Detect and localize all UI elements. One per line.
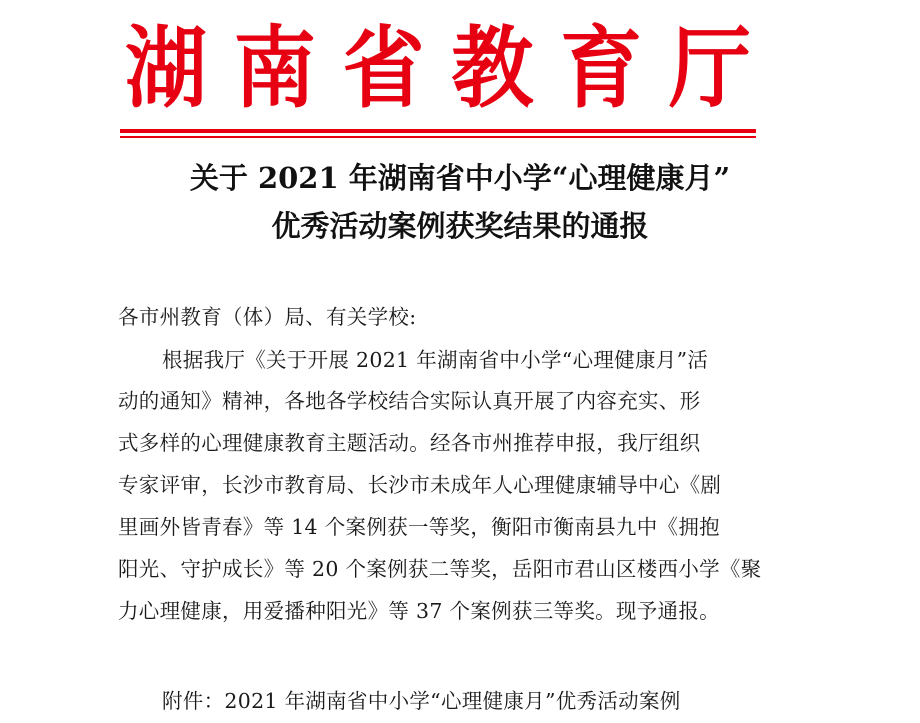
masthead-char: 教 <box>451 18 534 121</box>
body-line: 专家评审，长沙市教育局、长沙市未成年人心理健康辅导中心《剧 <box>118 473 722 497</box>
salutation: 各市州教育（体）局、有关学校: <box>118 305 417 329</box>
body-line: 式多样的心理健康教育主题活动。经各市州推荐申报，我厅组织 <box>118 431 701 455</box>
body-line: 力心理健康，用爱播种阳光》等 37 个案例获三等奖。现予通报。 <box>118 599 720 623</box>
body-line: 根据我厅《关于开展 2021 年湖南省中小学“心理健康月”活 <box>162 348 709 372</box>
body-line: 动的通知》精神，各地各学校结合实际认真开展了内容充实、形 <box>118 389 701 413</box>
attachment-line: 附件：2021 年湖南省中小学“心理健康月”优秀活动案例 <box>162 689 681 713</box>
document-title-line-1: 关于 2021 年湖南省中小学“心理健康月” <box>189 161 731 195</box>
masthead-org-name <box>118 18 758 121</box>
body-line: 阳光、守护成长》等 20 个案例获二等奖，岳阳市君山区楼西小学《聚 <box>118 557 762 581</box>
masthead-char: 湖 <box>124 18 207 121</box>
document-title-line-2: 优秀活动案例获奖结果的通报 <box>271 209 649 243</box>
masthead-char: 育 <box>560 18 643 121</box>
masthead-char: 南 <box>233 18 316 121</box>
masthead-char: 厅 <box>668 18 751 121</box>
masthead-divider-thick <box>120 129 756 133</box>
body-line: 里画外皆青春》等 14 个案例获一等奖，衡阳市衡南县九中《拥抱 <box>118 515 720 539</box>
masthead-char: 省 <box>342 18 425 121</box>
masthead-divider-thin <box>120 136 756 138</box>
